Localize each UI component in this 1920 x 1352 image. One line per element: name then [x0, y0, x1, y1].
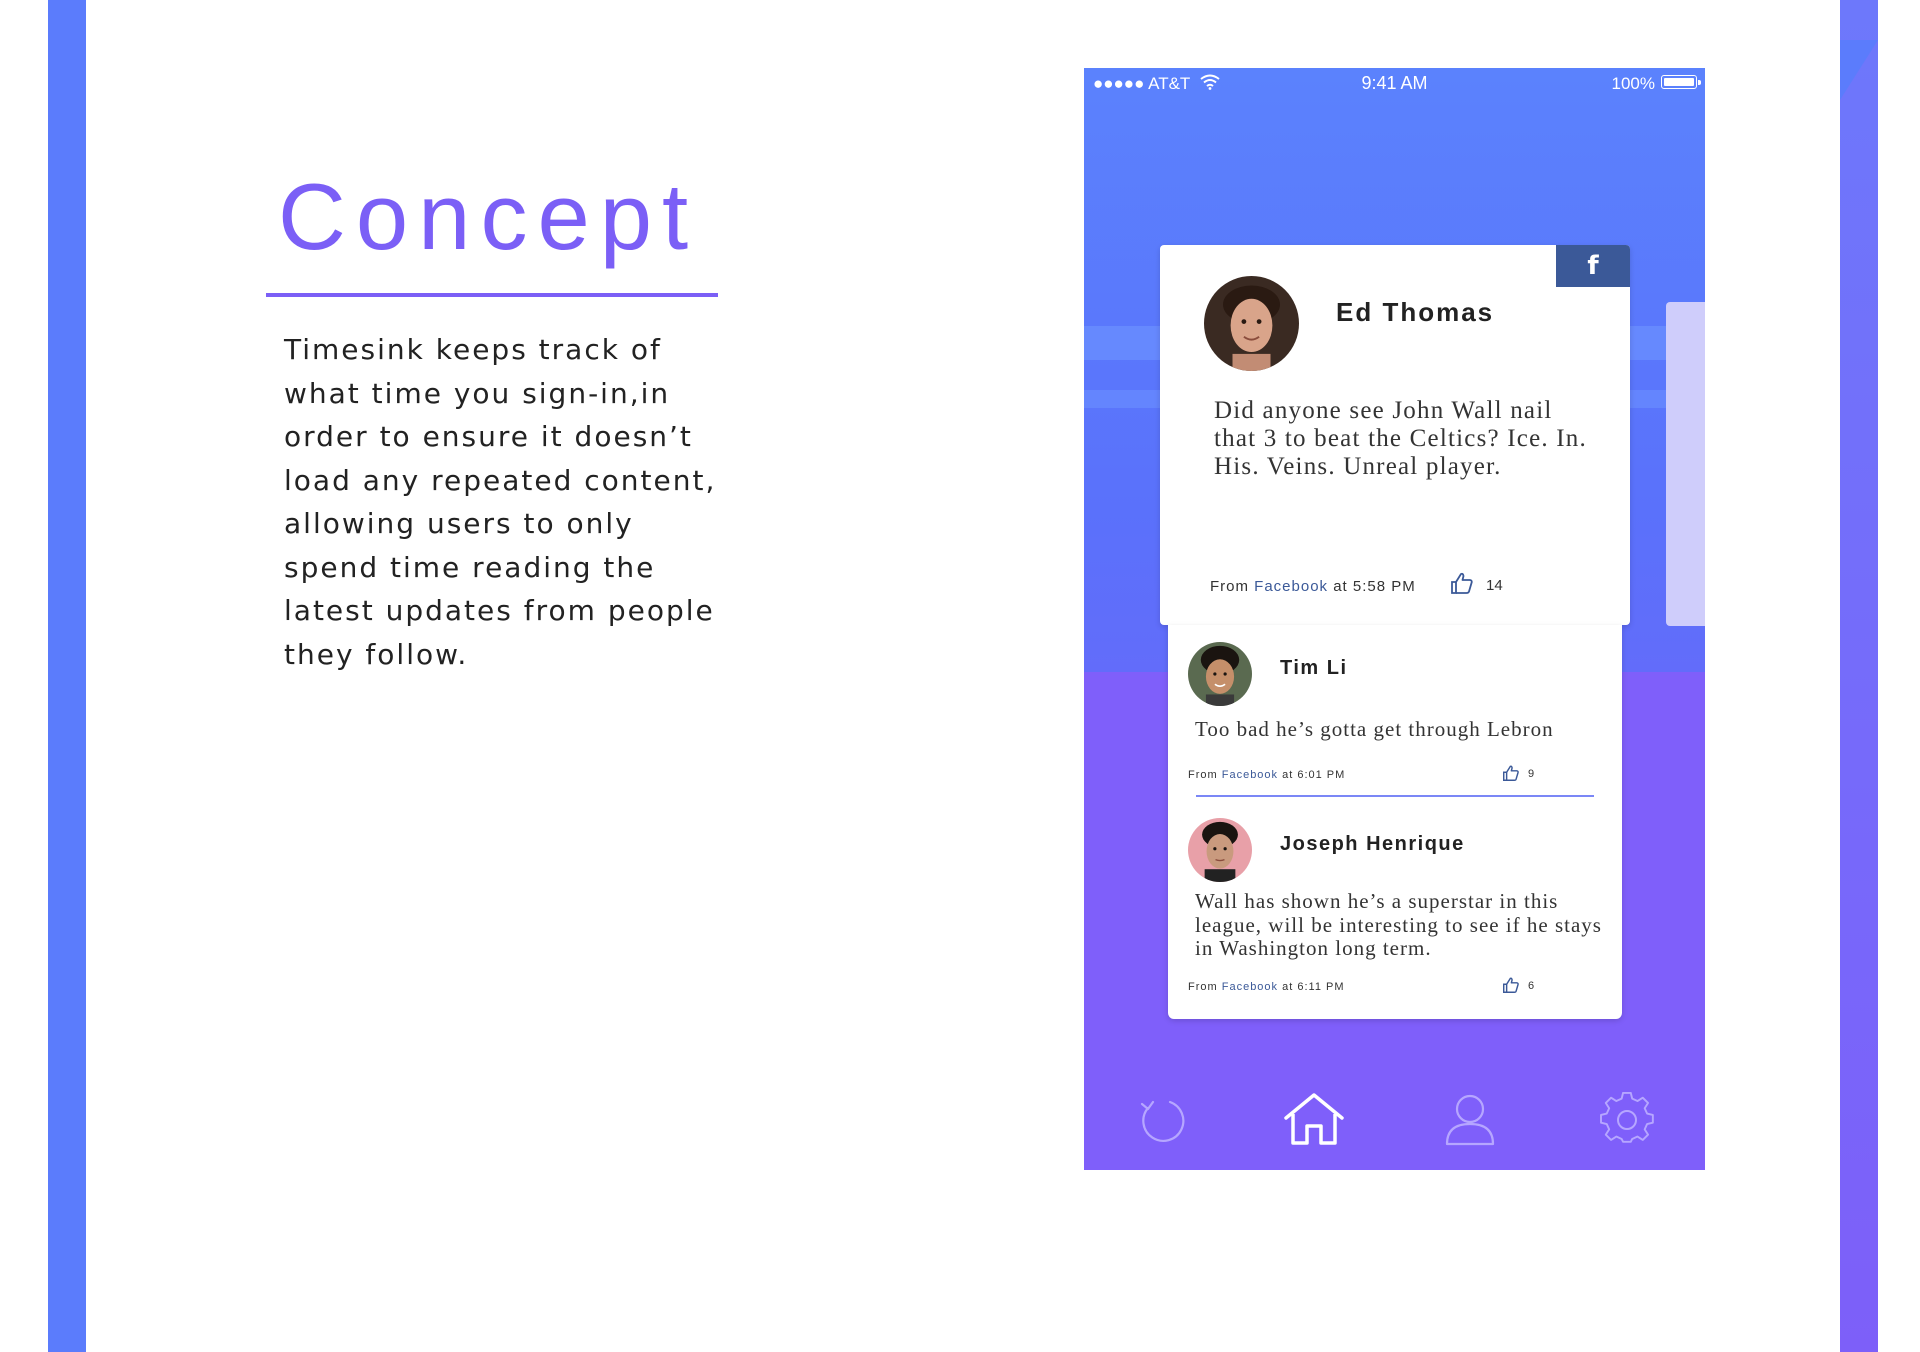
comment-text: Wall has shown he’s a superstar in this league, will be interesting to see if he stays in Washington long term.	[1195, 889, 1602, 960]
main-post-card[interactable]	[1160, 245, 1630, 625]
tab-profile[interactable]	[1444, 1092, 1496, 1146]
battery-icon	[1661, 75, 1697, 89]
left-accent-bar	[48, 0, 86, 1352]
tab-settings[interactable]	[1600, 1092, 1654, 1146]
post-author[interactable]: Ed Thomas	[1336, 297, 1495, 327]
post-meta	[1210, 578, 1416, 595]
page-title: Concept	[278, 164, 699, 269]
thumbs-up-icon[interactable]	[1502, 977, 1520, 993]
home-icon	[1282, 1092, 1346, 1146]
concept-description: Timesink keeps track of what time you sign-in,in order to ensure it doesn’t load any repeated content, allowing users to only spend time reading the latest updates from people they follow.	[284, 333, 717, 671]
source-link[interactable]: Facebook	[1221, 981, 1279, 993]
source-prefix: From	[1188, 769, 1218, 781]
comments-card	[1168, 625, 1622, 1019]
status-time: 9:41 AM	[1361, 73, 1428, 93]
source-prefix: From	[1188, 981, 1218, 993]
avatar[interactable]	[1188, 818, 1252, 882]
avatar[interactable]	[1204, 276, 1299, 371]
status-bar	[1084, 68, 1705, 100]
tab-refresh[interactable]	[1136, 1092, 1186, 1144]
thumbs-up-icon[interactable]	[1450, 572, 1474, 594]
comment-time: at 6:01 PM	[1282, 769, 1346, 781]
comment-author[interactable]: Joseph Henrique	[1280, 833, 1465, 855]
post-time: at 5:58 PM	[1333, 578, 1416, 595]
source-prefix: From	[1210, 578, 1249, 595]
right-accent-bar	[1840, 0, 1878, 1352]
comment-author[interactable]: Tim Li	[1280, 657, 1348, 679]
comment-meta	[1188, 981, 1345, 993]
avatar-image	[1188, 642, 1252, 706]
next-card-peek[interactable]	[1666, 302, 1705, 626]
title-underline	[266, 293, 718, 297]
post-text: Did anyone see John Wall nail that 3 to beat the Celtics? Ice. In. His. Veins. Unreal player.	[1214, 397, 1587, 480]
battery-nub	[1698, 80, 1701, 85]
source-link[interactable]: Facebook	[1221, 769, 1279, 781]
facebook-badge: f	[1556, 245, 1630, 287]
settings-icon	[1600, 1092, 1654, 1146]
like-count: 6	[1528, 980, 1535, 992]
phone-mockup	[1084, 68, 1705, 1170]
thumbs-up-icon[interactable]	[1502, 765, 1520, 781]
tab-home[interactable]	[1282, 1092, 1346, 1146]
like-count: 14	[1486, 577, 1503, 594]
avatar-image	[1204, 276, 1299, 371]
avatar-image	[1188, 818, 1252, 882]
source-link[interactable]: Facebook	[1254, 578, 1329, 595]
comment-meta	[1188, 769, 1345, 781]
avatar[interactable]	[1188, 642, 1252, 706]
like-count: 9	[1528, 768, 1535, 780]
refresh-icon	[1136, 1092, 1186, 1144]
comment-time: at 6:11 PM	[1282, 981, 1345, 993]
profile-icon	[1444, 1092, 1496, 1146]
comment-text: Too bad he’s gotta get through Lebron	[1195, 717, 1554, 741]
battery-percent: 100%	[1611, 74, 1655, 93]
carrier-label: ●●●●● AT&T	[1093, 74, 1191, 93]
comment-divider	[1196, 795, 1594, 797]
